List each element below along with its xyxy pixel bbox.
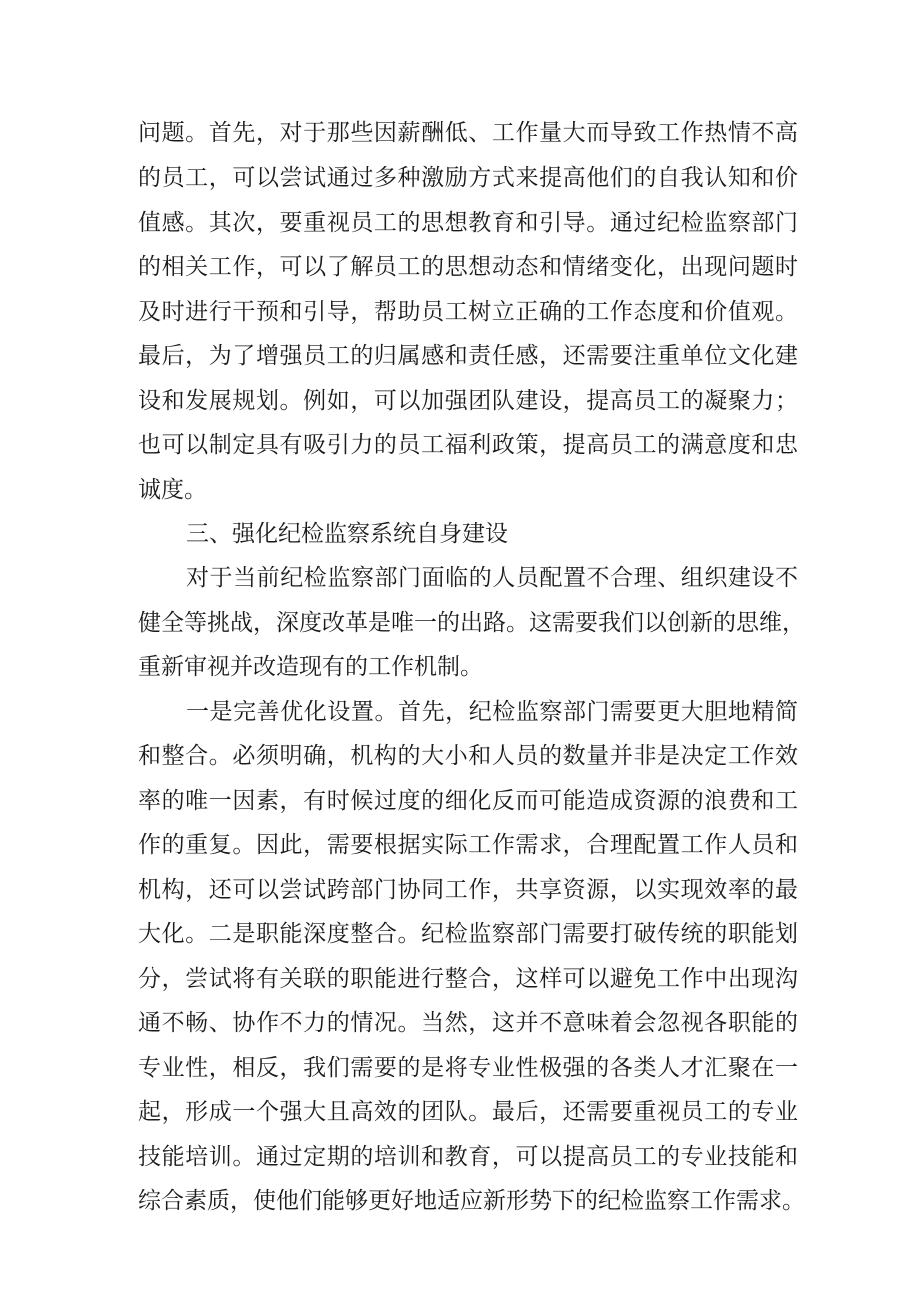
section-heading: 三、强化纪检监察系统自身建设 <box>186 521 508 547</box>
paragraph-line: 综合素质，使他们能够更好地适应新形势下的纪检监察工作需求。 <box>138 1188 805 1214</box>
paragraph-line: 的员工，可以尝试通过多种激励方式来提高他们的自我认知和价 <box>138 165 798 191</box>
paragraph-line: 值感。其次，要重视员工的思想教育和引导。通过纪检监察部门 <box>138 210 798 236</box>
paragraph-line: 率的唯一因素，有时候过度的细化反而可能造成资源的浪费和工 <box>138 788 798 814</box>
paragraph-line: 作的重复。因此，需要根据实际工作需求，合理配置工作人员和 <box>138 832 798 858</box>
paragraph-line: 诚度。 <box>138 477 207 503</box>
paragraph-line: 起，形成一个强大且高效的团队。最后，还需要重视员工的专业 <box>138 1099 798 1125</box>
paragraph-line: 的相关工作，可以了解员工的思想动态和情绪变化，出现问题时 <box>138 254 798 280</box>
paragraph-line: 一是完善优化设置。首先，纪检监察部门需要更大胆地精简 <box>186 699 798 725</box>
paragraph-line: 健全等挑战，深度改革是唯一的出路。这需要我们以创新的思维， <box>138 610 805 636</box>
paragraph-line: 分，尝试将有关联的职能进行整合，这样可以避免工作中出现沟 <box>138 966 798 992</box>
paragraph-line: 大化。二是职能深度整合。纪检监察部门需要打破传统的职能划 <box>138 921 798 947</box>
paragraph-line: 及时进行干预和引导，帮助员工树立正确的工作态度和价值观。 <box>138 299 798 325</box>
paragraph-line: 专业性，相反，我们需要的是将专业性极强的各类人才汇聚在一 <box>138 1055 798 1081</box>
paragraph-line: 和整合。必须明确，机构的大小和人员的数量并非是决定工作效 <box>138 743 798 769</box>
paragraph-line: 重新审视并改造现有的工作机制。 <box>138 654 483 680</box>
paragraph-line: 机构，还可以尝试跨部门协同工作，共享资源，以实现效率的最 <box>138 877 798 903</box>
paragraph-line: 设和发展规划。例如，可以加强团队建设，提高员工的凝聚力； <box>138 388 798 414</box>
paragraph-line: 通不畅、协作不力的情况。当然，这并不意味着会忽视各职能的 <box>138 1010 798 1036</box>
paragraph-line: 技能培训。通过定期的培训和教育，可以提高员工的专业技能和 <box>138 1144 798 1170</box>
paragraph-line: 问题。首先，对于那些因薪酬低、工作量大而导致工作热情不高 <box>138 120 798 146</box>
paragraph-line: 也可以制定具有吸引力的员工福利政策，提高员工的满意度和忠 <box>138 432 798 458</box>
paragraph-line: 对于当前纪检监察部门面临的人员配置不合理、组织建设不 <box>186 565 798 591</box>
paragraph-line: 最后，为了增强员工的归属感和责任感，还需要注重单位文化建 <box>138 343 798 369</box>
